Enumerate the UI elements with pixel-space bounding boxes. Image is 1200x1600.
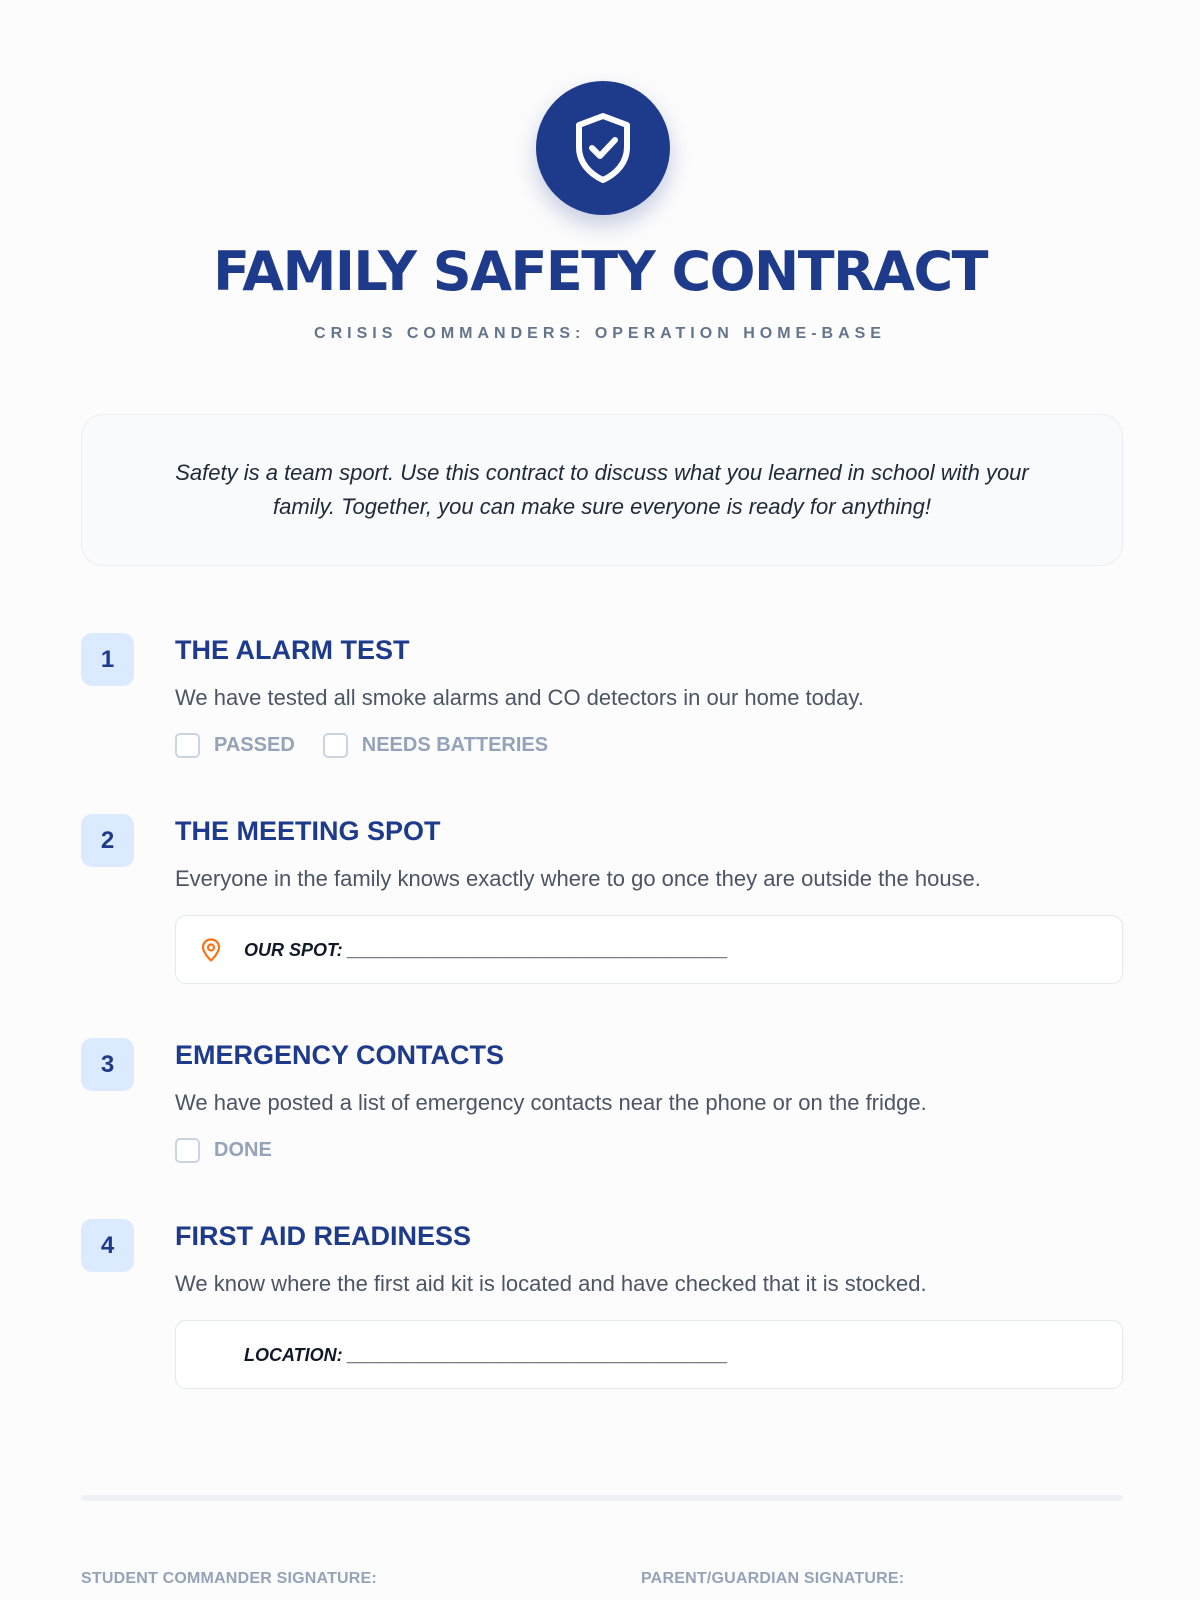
map-pin-icon <box>198 937 224 963</box>
step-number-3: 3 <box>81 1038 134 1091</box>
step-description-emergency-contacts: We have posted a list of emergency contacts near the phone or on the fridge. <box>175 1090 927 1115</box>
meeting-spot-field-label: OUR SPOT: ______________________________________ <box>244 940 729 960</box>
intro-box <box>81 414 1123 566</box>
needs-batteries-checkbox[interactable] <box>323 733 348 758</box>
section-divider <box>81 1495 1123 1501</box>
meeting-spot-field[interactable] <box>175 915 1123 984</box>
step-number-1: 1 <box>81 633 134 686</box>
passed-option[interactable] <box>175 733 295 758</box>
alarm-test-options <box>175 733 576 758</box>
done-checkbox[interactable] <box>175 1138 200 1163</box>
needs-batteries-option[interactable] <box>323 733 548 758</box>
step-number-2: 2 <box>81 814 134 867</box>
step-title-meeting-spot: THE MEETING SPOT <box>175 816 441 846</box>
intro-text: Safety is a team sport. Use this contract to discuss what you learned in school with your family. Together, you can make sure everyone is ready for anything! <box>175 460 1029 519</box>
step-description-alarm-test: We have tested all smoke alarms and CO detectors in our home today. <box>175 685 864 710</box>
step-number-4: 4 <box>81 1219 134 1272</box>
first-aid-location-field[interactable] <box>175 1320 1123 1389</box>
done-option[interactable] <box>175 1138 272 1163</box>
emergency-contacts-options <box>175 1138 300 1163</box>
step-title-alarm-test: THE ALARM TEST <box>175 635 410 665</box>
needs-batteries-label: NEEDS BATTERIES <box>361 734 549 756</box>
page-subtitle: CRISIS COMMANDERS: OPERATION HOME-BASE <box>314 325 886 342</box>
step-description-first-aid: We know where the first aid kit is located and have checked that it is stocked. <box>175 1271 927 1296</box>
shield-check-icon <box>572 111 634 185</box>
step-title-first-aid: FIRST AID READINESS <box>175 1221 472 1251</box>
student-signature-label: STUDENT COMMANDER SIGNATURE: <box>81 1570 377 1587</box>
step-description-meeting-spot: Everyone in the family knows exactly where to go once they are outside the house. <box>175 866 981 891</box>
page-title: FAMILY SAFETY CONTRACT <box>213 240 987 303</box>
passed-label: PASSED <box>214 734 295 756</box>
step-title-emergency-contacts: EMERGENCY CONTACTS <box>175 1040 505 1070</box>
passed-checkbox[interactable] <box>175 733 200 758</box>
parent-signature-label: PARENT/GUARDIAN SIGNATURE: <box>641 1570 905 1587</box>
first-aid-location-label: LOCATION: ______________________________________ <box>244 1345 729 1365</box>
done-label: DONE <box>214 1139 272 1161</box>
shield-badge <box>536 81 670 215</box>
